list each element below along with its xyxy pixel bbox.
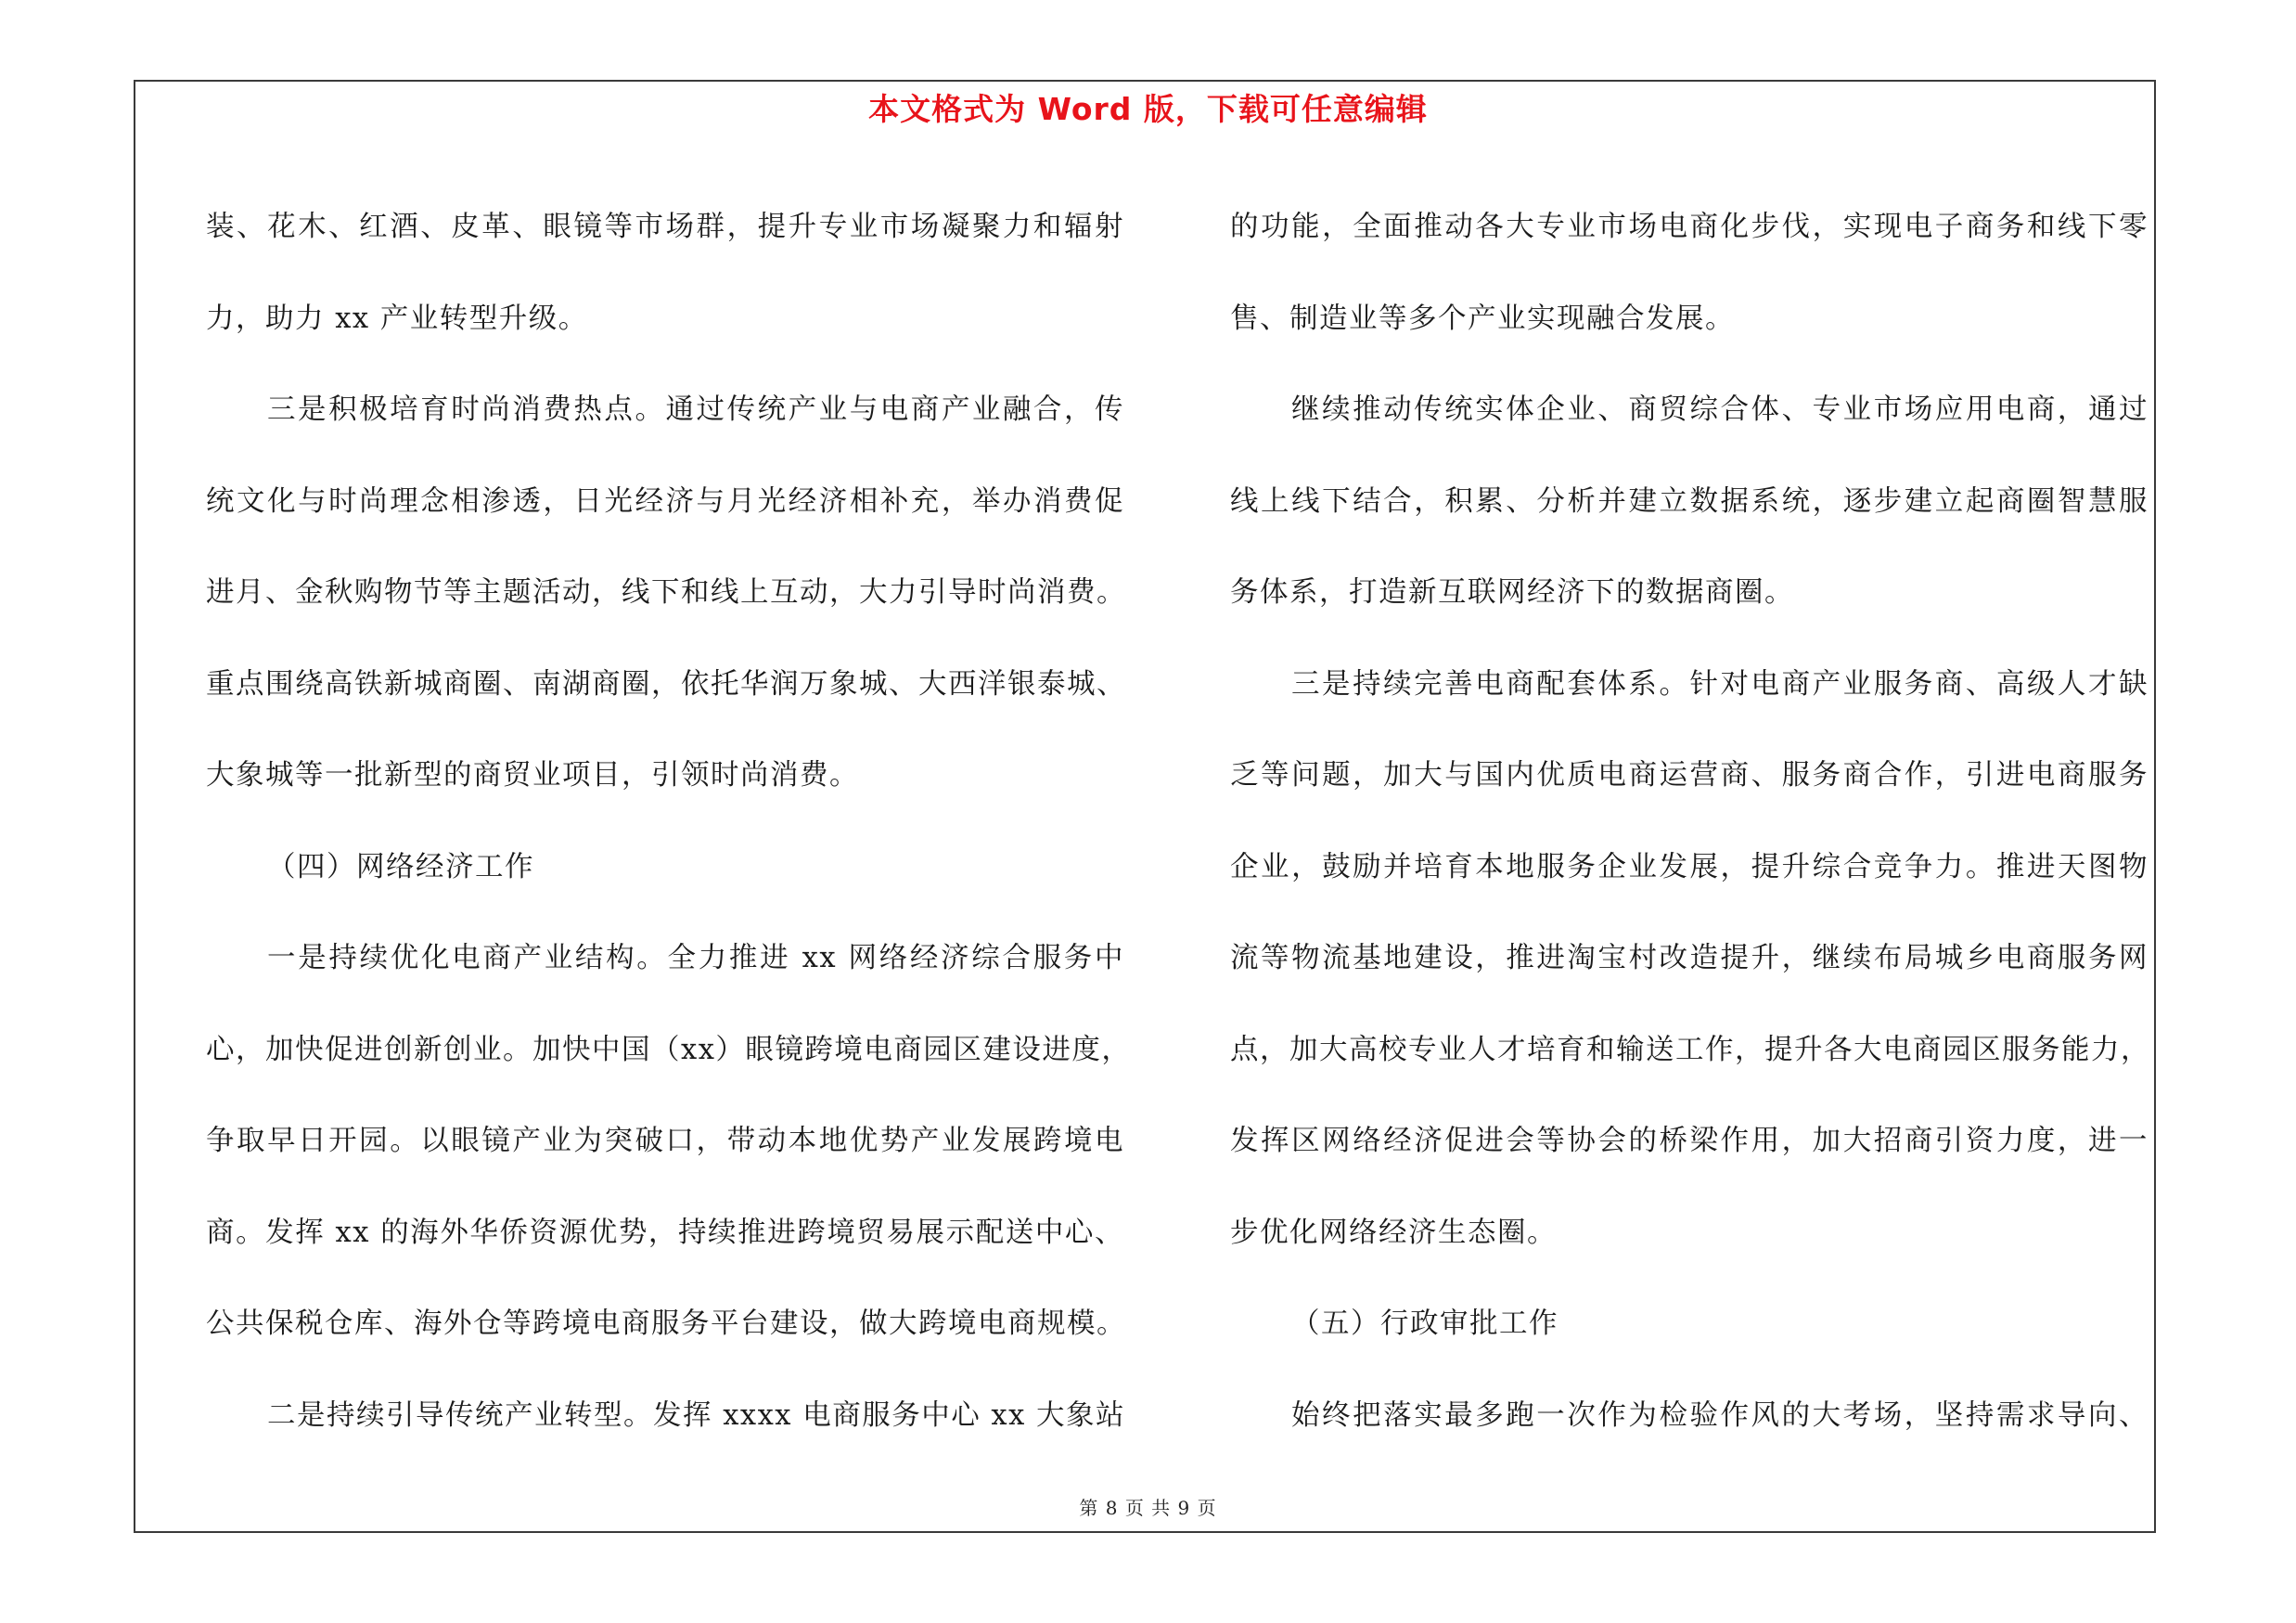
text-line: 进月、金秋购物节等主题活动，线下和线上互动，大力引导时尚消费。 xyxy=(206,576,1126,609)
text-line: 的功能，全面推动各大专业市场电商化步伐，实现电子商务和线下零 xyxy=(1230,211,2148,243)
text-line: 继续推动传统实体企业、商贸综合体、专业市场应用电商，通过 xyxy=(1291,393,2148,426)
text-line: 企业，鼓励并培育本地服务企业发展，提升综合竞争力。推进天图物 xyxy=(1230,850,2148,883)
page-number-footer: 第 8 页 共 9 页 xyxy=(1079,1497,1217,1519)
text-line: 争取早日开园。以眼镜产业为突破口，带动本地优势产业发展跨境电 xyxy=(206,1125,1124,1157)
text-line: 三是积极培育时尚消费热点。通过传统产业与电商产业融合，传 xyxy=(267,393,1124,426)
text-line: 装、花木、红酒、皮革、眼镜等市场群，提升专业市场凝聚力和辐射 xyxy=(206,211,1124,243)
text-line: 流等物流基地建设，推进淘宝村改造提升，继续布局城乡电商服务网 xyxy=(1230,942,2148,974)
text-line: 始终把落实最多跑一次作为检验作风的大考场，坚持需求导向、 xyxy=(1291,1398,2148,1432)
text-column-right xyxy=(1230,182,2148,1462)
text-line: 心，加快促进创新创业。加快中国（xx）眼镜跨境电商园区建设进度， xyxy=(206,1033,1132,1066)
text-line: （五）行政审批工作 xyxy=(1291,1307,1558,1340)
text-line: 力，助力 xx 产业转型升级。 xyxy=(206,302,588,335)
text-line: 务体系，打造新互联网经济下的数据商圈。 xyxy=(1230,576,1794,609)
text-line: （四）网络经济工作 xyxy=(267,850,534,883)
document-banner: 本文格式为 Word 版，下载可任意编辑 xyxy=(868,91,1428,127)
text-line: 乏等问题，加大与国内优质电商运营商、服务商合作，引进电商服务 xyxy=(1230,759,2148,792)
text-line: 线上线下结合，积累、分析并建立数据系统，逐步建立起商圈智慧服 xyxy=(1230,484,2148,518)
text-line: 三是持续完善电商配套体系。针对电商产业服务商、高级人才缺 xyxy=(1291,667,2148,701)
text-line: 重点围绕高铁新城商圈、南湖商圈，依托华润万象城、大西洋银泰城、 xyxy=(206,667,1126,701)
text-line: 二是持续引导传统产业转型。发挥 xxxx 电商服务中心 xx 大象站 xyxy=(267,1398,1125,1432)
text-column-left xyxy=(206,182,1132,1462)
text-line: 商。发挥 xx 的海外华侨资源优势，持续推进跨境贸易展示配送中心、 xyxy=(206,1216,1124,1249)
text-line: 发挥区网络经济促进会等协会的桥梁作用，加大招商引资力度，进一 xyxy=(1230,1125,2148,1157)
text-line: 一是持续优化电商产业结构。全力推进 xx 网络经济综合服务中 xyxy=(267,942,1124,974)
text-line: 统文化与时尚理念相渗透，日光经济与月光经济相补充，举办消费促 xyxy=(206,484,1124,518)
text-line: 公共保税仓库、海外仓等跨境电商服务平台建设，做大跨境电商规模。 xyxy=(206,1307,1126,1340)
text-line: 点，加大高校专业人才培育和输送工作，提升各大电商园区服务能力， xyxy=(1230,1033,2150,1066)
text-line: 售、制造业等多个产业实现融合发展。 xyxy=(1230,302,1735,335)
text-line: 步优化网络经济生态圈。 xyxy=(1230,1216,1557,1249)
text-line: 大象城等一批新型的商贸业项目，引领时尚消费。 xyxy=(206,759,859,792)
